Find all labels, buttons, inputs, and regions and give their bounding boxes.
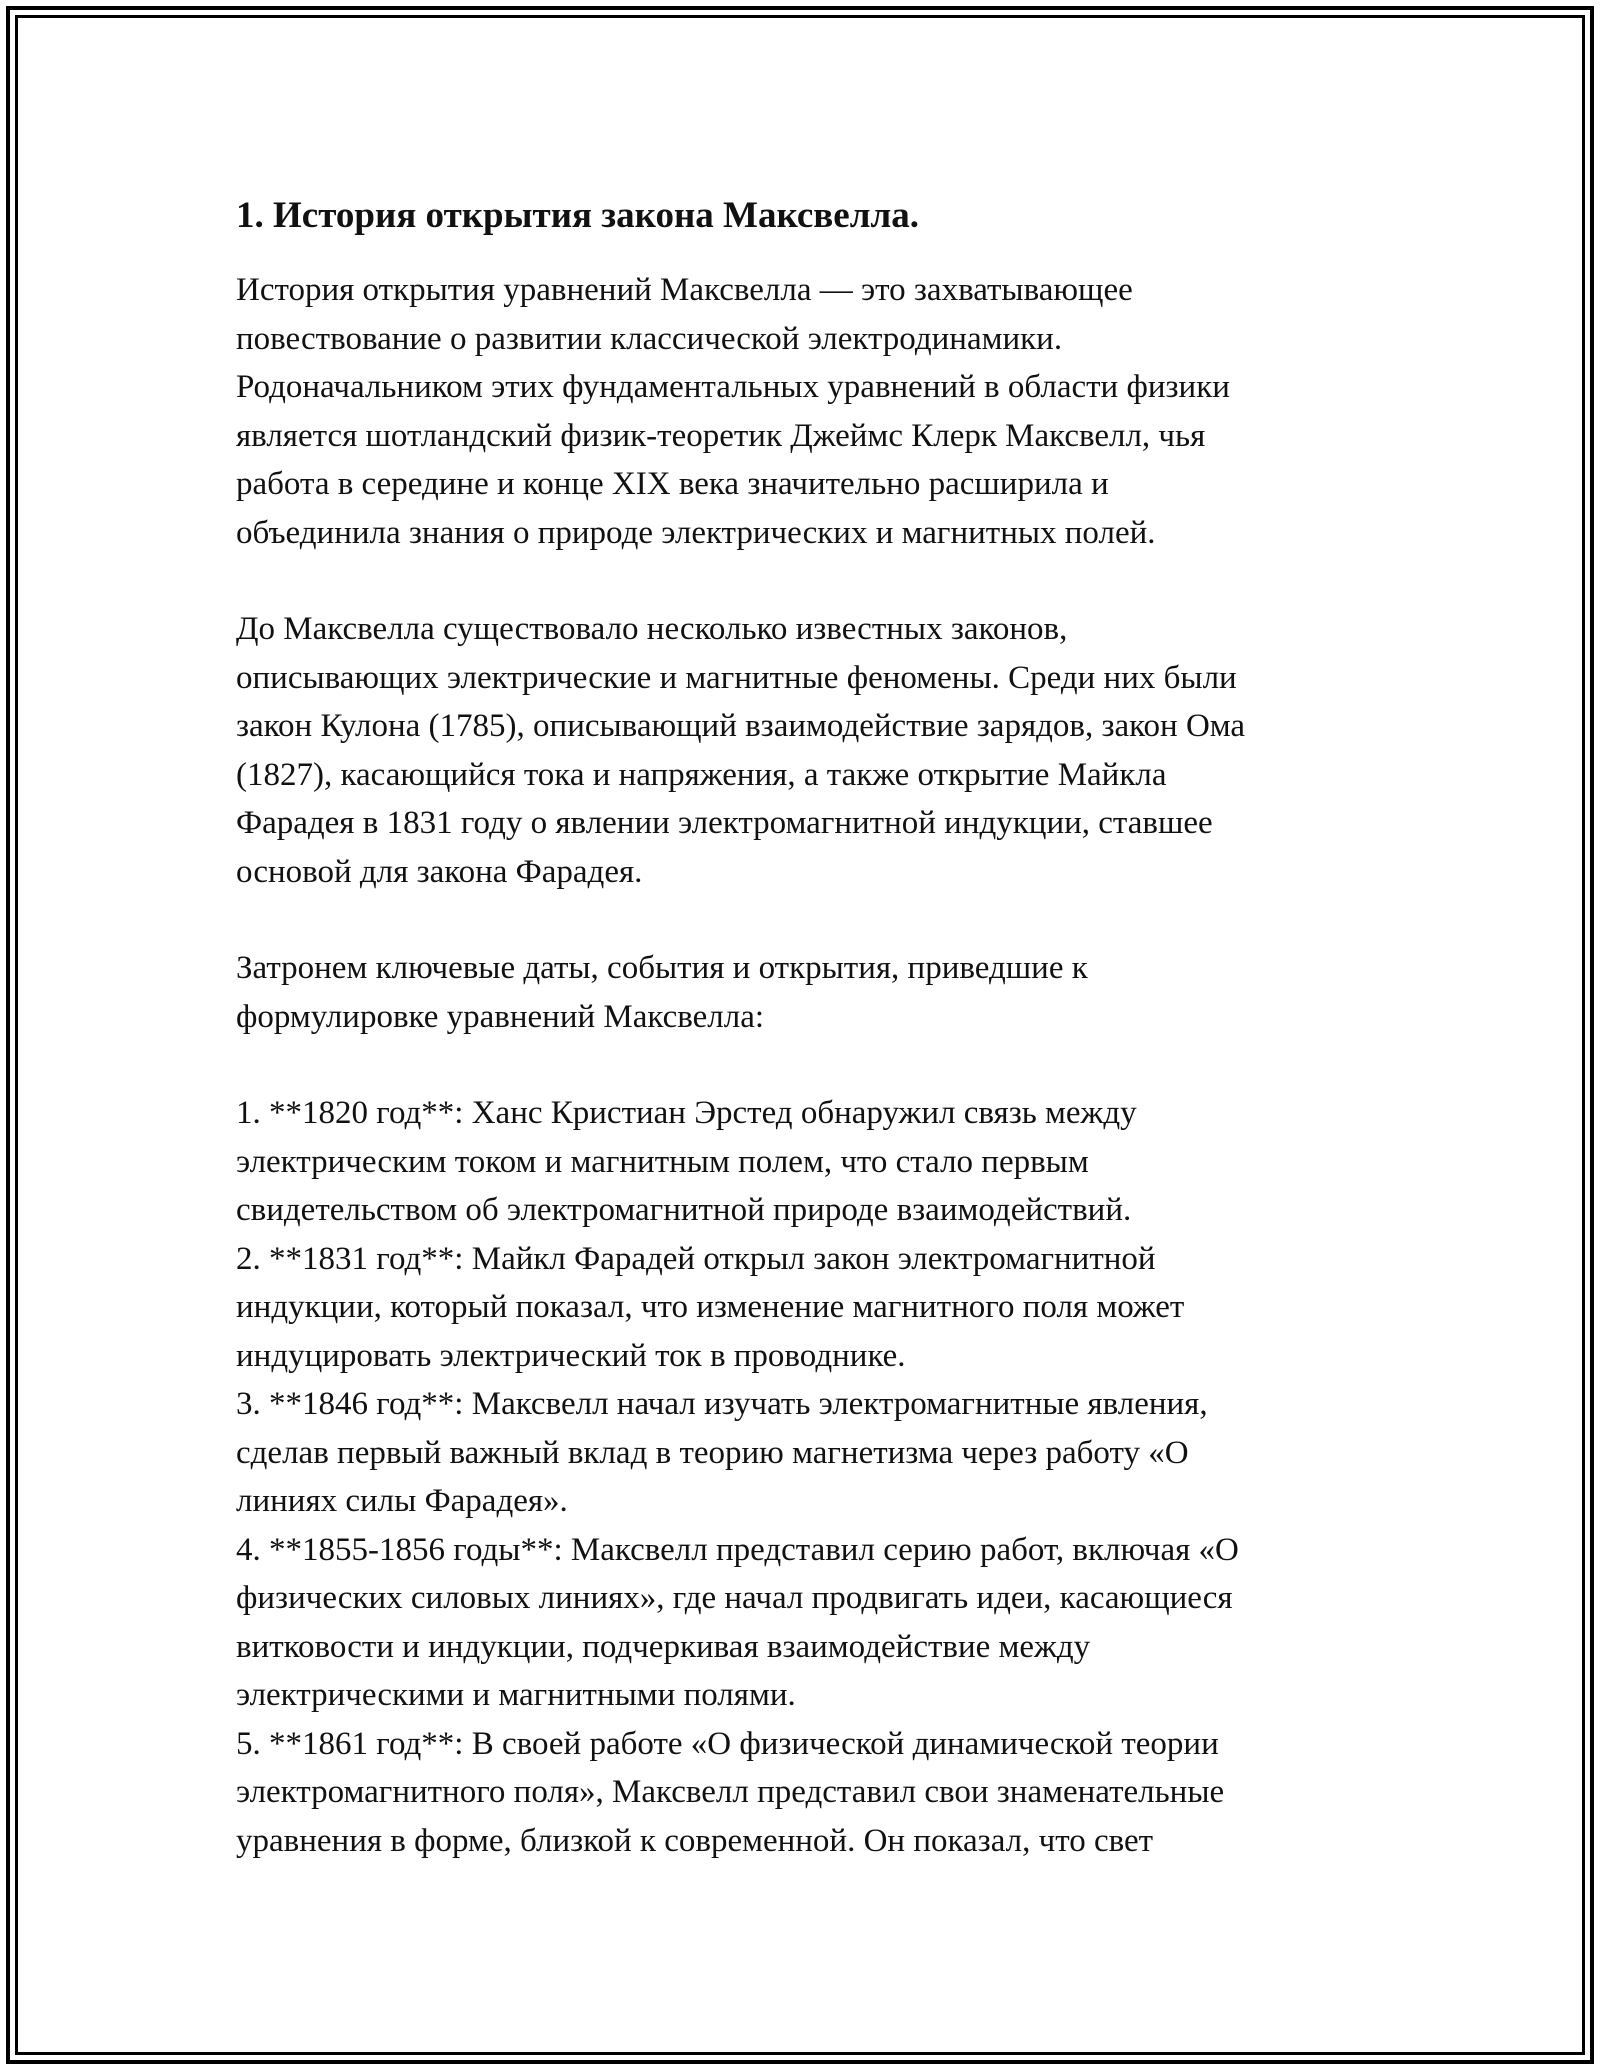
document-body: [236, 184, 1386, 1865]
timeline-item-1861: 5. **1861 год**: В своей работе «О физической динамической теории электромагнитного поля», Максвелл представил свои знаменательные уравнения в форме, близкой к современной. Он показал, что свет: [236, 1725, 1225, 1859]
timeline-item-1820: 1. **1820 год**: Ханс Кристиан Эрстед обнаружил связь между электрическим током и магнитным полем, что стало первым свидетельством об электромагнитной природе взаимодействий.: [236, 1095, 1137, 1228]
paragraph-intro: История открытия уравнений Максвелла — это захватывающее повествование о развитии классической электродинамики. Родоначальником этих фундаментальных уравнений в области физики является шотландский физик-теоретик Джеймс Клерк Максвелл, чья работа в середине и конце XIX века значительно расширила и объединила знания о природе электрических и магнитных полей.: [236, 272, 1230, 551]
timeline-item-1846: 3. **1846 год**: Максвелл начал изучать электромагнитные явления, сделав первый важный вклад в теорию магнетизма через работу «О линиях силы Фарадея».: [236, 1386, 1208, 1519]
timeline-list: [236, 1089, 1386, 1865]
section-heading: 1. История открытия закона Максвелла.: [236, 195, 919, 236]
paragraph-prior-laws: До Максвелла существовало несколько известных законов, описывающих электрические и магнитные феномены. Среди них были закон Кулона (1785), описывающий взаимодействие зарядов, закон Ома (1827), касающийся тока и напряжения, а также открытие Майкла Фарадея в 1831 году о явлении электромагнитной индукции, ставшее основой для закона Фарадея.: [236, 611, 1246, 890]
timeline-item-1855-1856: 4. **1855-1856 годы**: Максвелл представил серию работ, включая «О физических силовых линиях», где начал продвигать идеи, касающиеся витковости и индукции, подчеркивая взаимодействие между электрическими и магнитными полями.: [236, 1531, 1239, 1713]
timeline-item-1831: 2. **1831 год**: Майкл Фарадей открыл закон электромагнитной индукции, который показал, что изменение магнитного поля может индуцировать электрический ток в проводнике.: [236, 1240, 1185, 1374]
paragraph-key-dates-intro: Затронем ключевые даты, события и открытия, приведшие к формулировке уравнений Максвелла:: [236, 950, 1088, 1035]
